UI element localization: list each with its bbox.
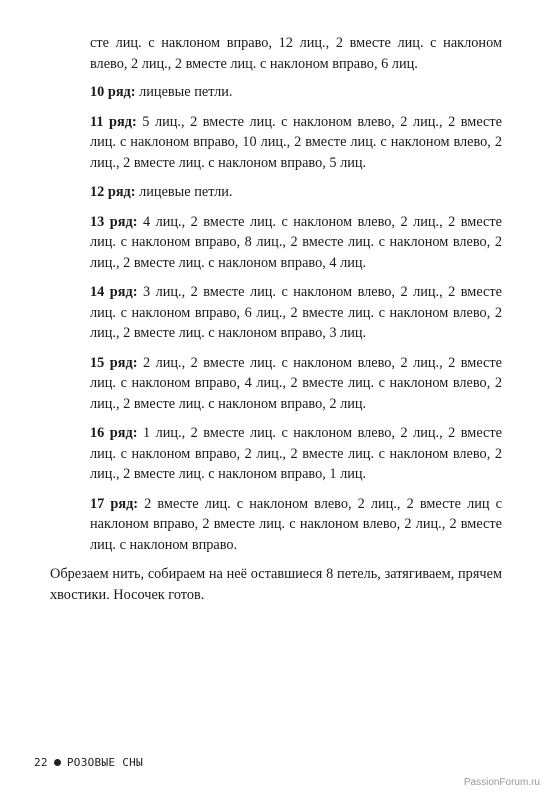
- row-instructions: 2 лиц., 2 вместе лиц. с наклоном влево, 2 лиц., 2 вместе лиц. с наклоном вправо, 4 лиц., 2 вместе лиц. с наклоном влево, 2 лиц., 2 вместе лиц. с наклоном вправо, 2 лиц.: [90, 354, 502, 412]
- row-11: [50, 112, 502, 174]
- page-number: 22: [34, 756, 48, 769]
- row-17: [50, 494, 502, 556]
- row-label: 10 ряд:: [90, 84, 136, 100]
- row-10: [50, 82, 502, 103]
- book-title: РОЗОВЫЕ СНЫ: [66, 756, 144, 769]
- row-13: [50, 212, 502, 274]
- row-label: 17 ряд:: [90, 495, 139, 512]
- row-15: [50, 353, 502, 415]
- row-label: 15 ряд:: [90, 354, 138, 371]
- closing-paragraph: Обрезаем нить, собираем на неё оставшиеся 8 петель, затягиваем, прячем хвостики. Носочек готов.: [50, 566, 502, 603]
- row-instructions: 2 вместе лиц. с наклоном влево, 2 лиц., 2 вместе лиц с наклоном вправо, 2 вместе лиц. с наклоном влево, 2 лиц., 2 вместе лиц. с наклоном вправо.: [90, 495, 502, 553]
- row-instructions: 4 лиц., 2 вместе лиц. с наклоном влево, 2 лиц., 2 вместе лиц. с наклоном вправо, 8 лиц., 2 вместе лиц. с наклоном влево, 2 лиц., 2 вместе лиц. с наклоном вправо, 4 лиц.: [90, 213, 502, 271]
- page-content: [50, 33, 502, 614]
- row-14: [50, 282, 502, 344]
- row-instructions: 5 лиц., 2 вместе лиц. с наклоном влево, 2 лиц., 2 вместе лиц. с наклоном вправо, 10 лиц., 2 вместе лиц. с наклоном влево, 2 лиц., 2 вместе лиц. с наклоном вправо, 5 лиц.: [90, 113, 502, 171]
- row-label: 14 ряд:: [90, 284, 138, 300]
- row-label: 11 ряд:: [90, 113, 137, 130]
- row-label: 16 ряд:: [90, 425, 138, 441]
- row-instructions: 1 лиц., 2 вместе лиц. с наклоном влево, 2 лиц., 2 вместе лиц. с наклоном вправо, 2 лиц., 2 вместе лиц. с наклоном влево, 2 лиц., 2 вместе лиц. с наклоном вправо, 1 лиц.: [90, 425, 502, 482]
- row-instructions: 3 лиц., 2 вместе лиц. с наклоном влево, 2 лиц., 2 вместе лиц. с наклоном вправо, 6 лиц., 2 вместе лиц. с наклоном влево, 2 лиц., 2 вместе лиц. с наклоном вправо, 3 лиц.: [90, 284, 502, 341]
- row-instructions: лицевые петли.: [135, 84, 233, 100]
- bullet-dot-icon: [54, 759, 61, 766]
- row-instructions: лицевые петли.: [135, 184, 233, 200]
- row-12: [50, 182, 502, 203]
- page-footer: [34, 756, 143, 769]
- site-watermark: PassionForum.ru: [463, 777, 540, 788]
- row-label: 13 ряд:: [90, 213, 138, 230]
- continued-row-text: сте лиц. с наклоном вправо, 12 лиц., 2 вместе лиц. с наклоном влево, 2 лиц., 2 вместе лиц. с наклоном вправо, 6 лиц.: [90, 35, 502, 72]
- row-label: 12 ряд:: [90, 184, 136, 200]
- row-16: [50, 423, 502, 485]
